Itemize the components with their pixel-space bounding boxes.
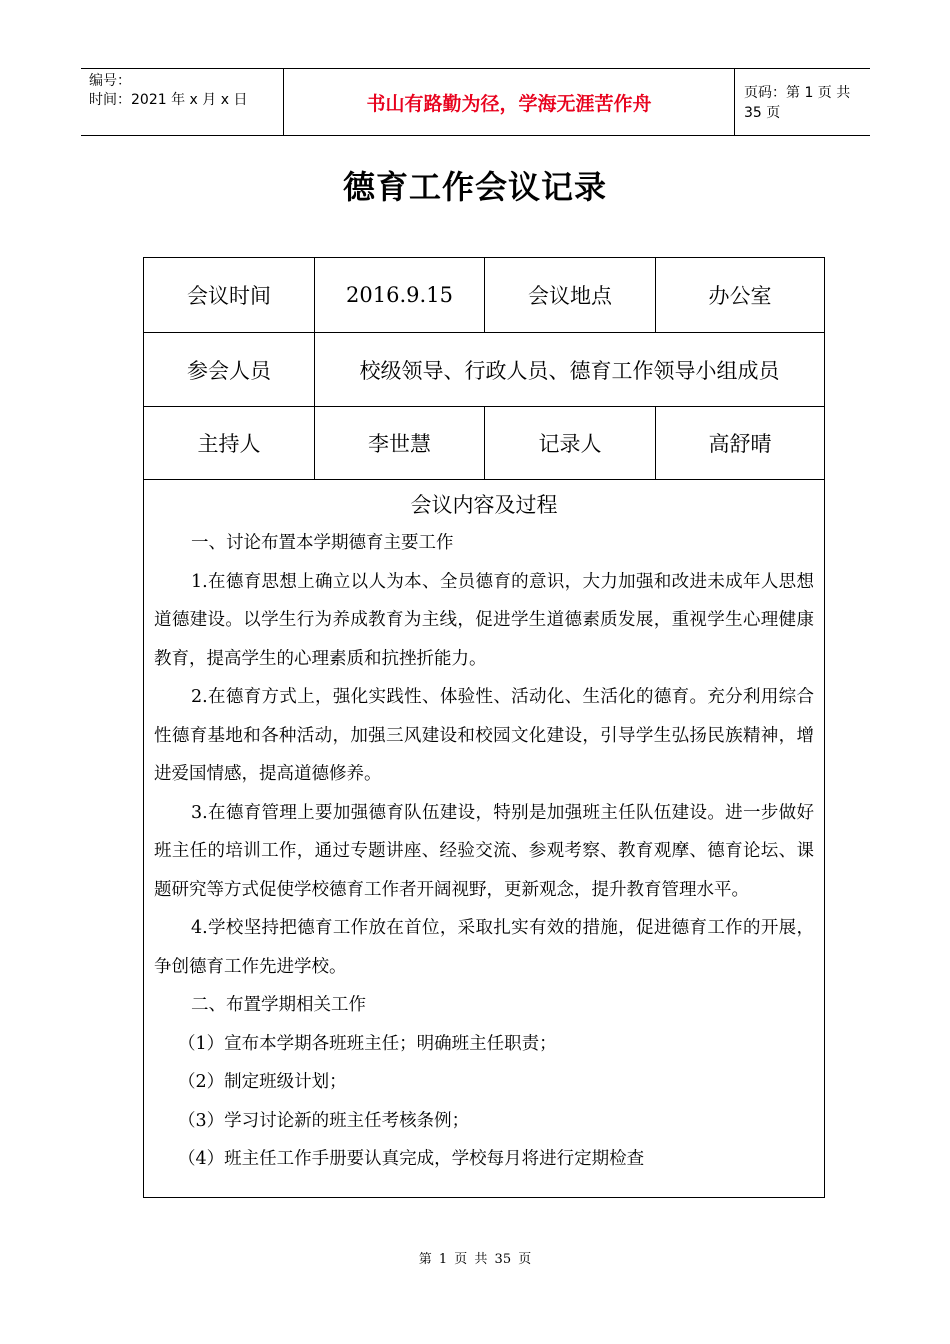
table-row [144, 258, 824, 333]
meeting-place-label: 会议地点 [485, 258, 656, 332]
content-heading: 会议内容及过程 [410, 493, 558, 517]
recorder-label: 记录人 [485, 407, 656, 479]
recorder-value: 高舒晴 [708, 432, 772, 456]
host-label: 主持人 [144, 407, 315, 479]
paragraph: 1.在德育思想上确立以人为本、全员德育的意识，大力加强和改进未成年人思想道德建设。以学生行为养成教育为主线，促进学生道德素质发展，重视学生心理健康教育，提高学生的心理素质和抗挫折能力。 [154, 571, 814, 669]
header-motto: 书山有路勤为径，学海无涯苦作舟 [283, 69, 735, 135]
document-number: 编号： [89, 73, 131, 89]
paragraph: 3.在德育管理上要加强德育队伍建设，特别是加强班主任队伍建设。进一步做好班主任的培训工作，通过专题讲座、经验交流、参观考察、教育观摩、德育论坛、课题研究等方式促使学校德育工作者开阔视野，更新观念，提升教育管理水平。 [154, 802, 814, 900]
header-meta [81, 69, 283, 135]
table-row [144, 333, 824, 407]
table-row [144, 407, 824, 480]
page-title: 德育工作会议记录 [342, 168, 607, 206]
attendees-label: 参会人员 [144, 333, 315, 406]
meeting-content [144, 480, 824, 1197]
host-value: 李世慧 [315, 407, 485, 479]
meeting-time-label: 会议时间 [144, 258, 315, 332]
list-item: （4）班主任工作手册要认真完成，学校每月将进行定期检查 [178, 1149, 645, 1169]
section-heading: 一、讨论布置本学期德育主要工作 [191, 533, 454, 553]
list-item: （3）学习讨论新的班主任考核条例； [178, 1110, 470, 1131]
header-page-info: 页码：第 1 页 共 35 页 [744, 85, 851, 121]
page-footer: 第 1 页 共 35 页 [418, 1252, 532, 1267]
attendees-value: 校级领导、行政人员、德育工作领导小组成员 [359, 358, 780, 383]
section-heading: 二、布置学期相关工作 [191, 995, 366, 1015]
paragraph: 2.在德育方式上，强化实践性、体验性、活动化、生活化的德育。充分利用综合性德育基地和各种活动，加强三风建设和校园文化建设，引导学生弘扬民族精神，增进爱国情感，提高道德修养。 [154, 687, 814, 784]
list-item: （1）宣布本学期各班班主任；明确班主任职责； [178, 1033, 557, 1054]
meeting-place-value: 办公室 [708, 284, 772, 308]
meeting-time-value: 2016.9.15 [315, 258, 485, 332]
meeting-record-table [143, 257, 825, 1198]
document-header [81, 68, 870, 136]
document-date: 时间：2021 年 x 月 x 日 [89, 92, 248, 108]
paragraph: 4.学校坚持把德育工作放在首位，采取扎实有效的措施，促进德育工作的开展，争创德育工作先进学校。 [154, 918, 814, 977]
list-item: （2）制定班级计划； [178, 1072, 347, 1092]
